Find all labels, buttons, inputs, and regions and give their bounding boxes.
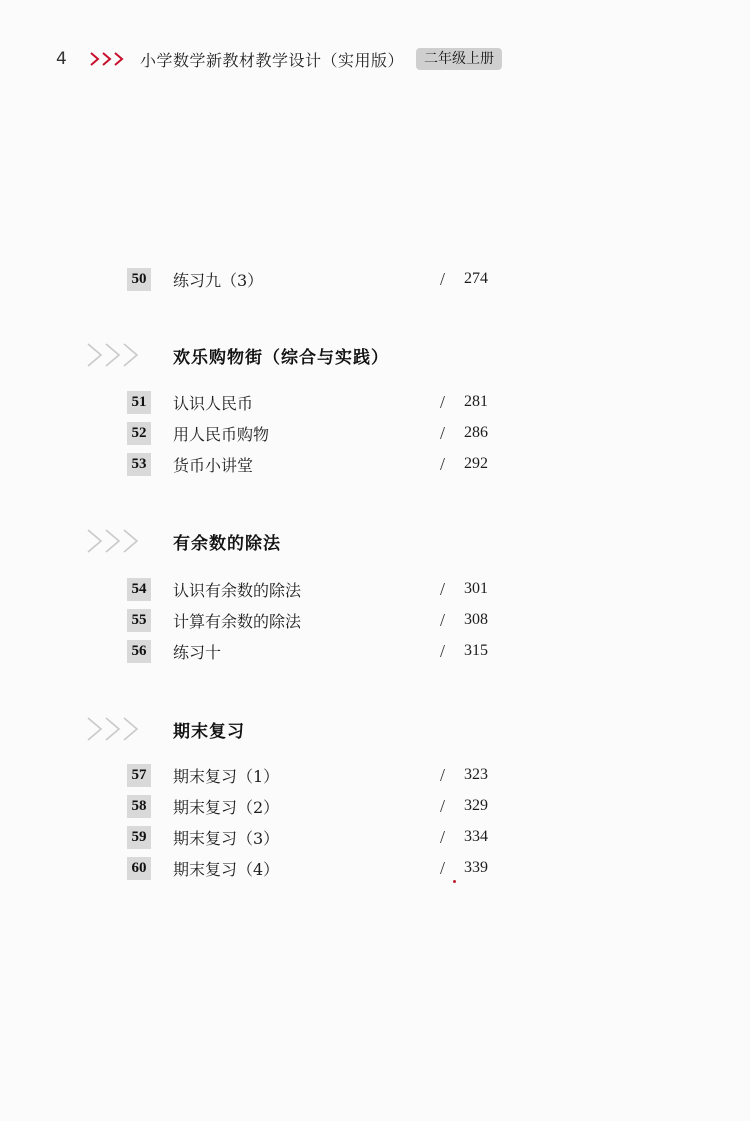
lesson-title: 练习九（3） xyxy=(173,270,264,290)
lesson-number: 51 xyxy=(127,391,151,414)
page-ref: 323 xyxy=(464,766,488,783)
lesson-number: 50 xyxy=(127,268,151,291)
lesson-title: 计算有余数的除法 xyxy=(173,611,302,631)
toc-entry[interactable] xyxy=(127,823,507,851)
grade-badge: 二年级上册 xyxy=(416,48,502,70)
separator-slash: / xyxy=(440,764,446,785)
lesson-title: 练习十 xyxy=(173,642,222,662)
section-heading xyxy=(85,524,281,558)
separator-slash: / xyxy=(440,422,446,443)
page-ref: 315 xyxy=(464,642,488,659)
separator-slash: / xyxy=(440,578,446,599)
lesson-title: 期末复习（3） xyxy=(173,828,280,848)
toc-entry[interactable] xyxy=(127,450,507,478)
lesson-title: 认识人民币 xyxy=(173,393,254,413)
triple-chevron-right-icon xyxy=(90,52,126,66)
page-number: 4 xyxy=(56,49,67,69)
separator-slash: / xyxy=(440,795,446,816)
toc-entry[interactable] xyxy=(127,419,507,447)
toc-entry[interactable] xyxy=(127,265,507,293)
lesson-title: 用人民币购物 xyxy=(173,424,270,444)
lesson-number: 58 xyxy=(127,795,151,818)
page-ref: 281 xyxy=(464,393,488,410)
toc-entry[interactable] xyxy=(127,761,507,789)
lesson-number: 55 xyxy=(127,609,151,632)
lesson-number: 60 xyxy=(127,857,151,880)
triple-chevron-outline-icon xyxy=(85,716,173,742)
lesson-number: 57 xyxy=(127,764,151,787)
page-ref: 274 xyxy=(464,270,488,287)
lesson-number: 54 xyxy=(127,578,151,601)
page-ref: 286 xyxy=(464,424,488,441)
page-ref: 334 xyxy=(464,828,488,845)
section-title: 欢乐购物街（综合与实践） xyxy=(173,347,389,368)
book-title: 小学数学新教材教学设计（实用版） xyxy=(140,50,405,70)
section-title: 期末复习 xyxy=(173,721,245,742)
separator-slash: / xyxy=(440,391,446,412)
lesson-number: 56 xyxy=(127,640,151,663)
section-heading xyxy=(85,712,245,746)
page-ref: 329 xyxy=(464,797,488,814)
separator-slash: / xyxy=(440,609,446,630)
section-title: 有余数的除法 xyxy=(173,533,281,554)
lesson-title: 认识有余数的除法 xyxy=(173,580,302,600)
triple-chevron-outline-icon xyxy=(85,342,173,368)
lesson-title: 期末复习（4） xyxy=(173,859,280,879)
separator-slash: / xyxy=(440,453,446,474)
page-header xyxy=(56,44,502,74)
toc-entry[interactable] xyxy=(127,388,507,416)
separator-slash: / xyxy=(440,857,446,878)
section-heading xyxy=(85,338,389,372)
lesson-number: 53 xyxy=(127,453,151,476)
page-ref: 339 xyxy=(464,859,488,876)
page-ref: 301 xyxy=(464,580,488,597)
lesson-title: 期末复习（2） xyxy=(173,797,280,817)
page-ref: 308 xyxy=(464,611,488,628)
lesson-number: 52 xyxy=(127,422,151,445)
triple-chevron-outline-icon xyxy=(85,528,173,554)
separator-slash: / xyxy=(440,640,446,661)
toc-entry[interactable] xyxy=(127,637,507,665)
lesson-number: 59 xyxy=(127,826,151,849)
toc-entry[interactable] xyxy=(127,854,507,882)
lesson-title: 货币小讲堂 xyxy=(173,455,254,475)
toc-entry[interactable] xyxy=(127,606,507,634)
page-ref: 292 xyxy=(464,455,488,472)
separator-slash: / xyxy=(440,268,446,289)
toc-entry[interactable] xyxy=(127,575,507,603)
lesson-title: 期末复习（1） xyxy=(173,766,280,786)
ink-speck xyxy=(453,880,456,883)
separator-slash: / xyxy=(440,826,446,847)
toc-entry[interactable] xyxy=(127,792,507,820)
